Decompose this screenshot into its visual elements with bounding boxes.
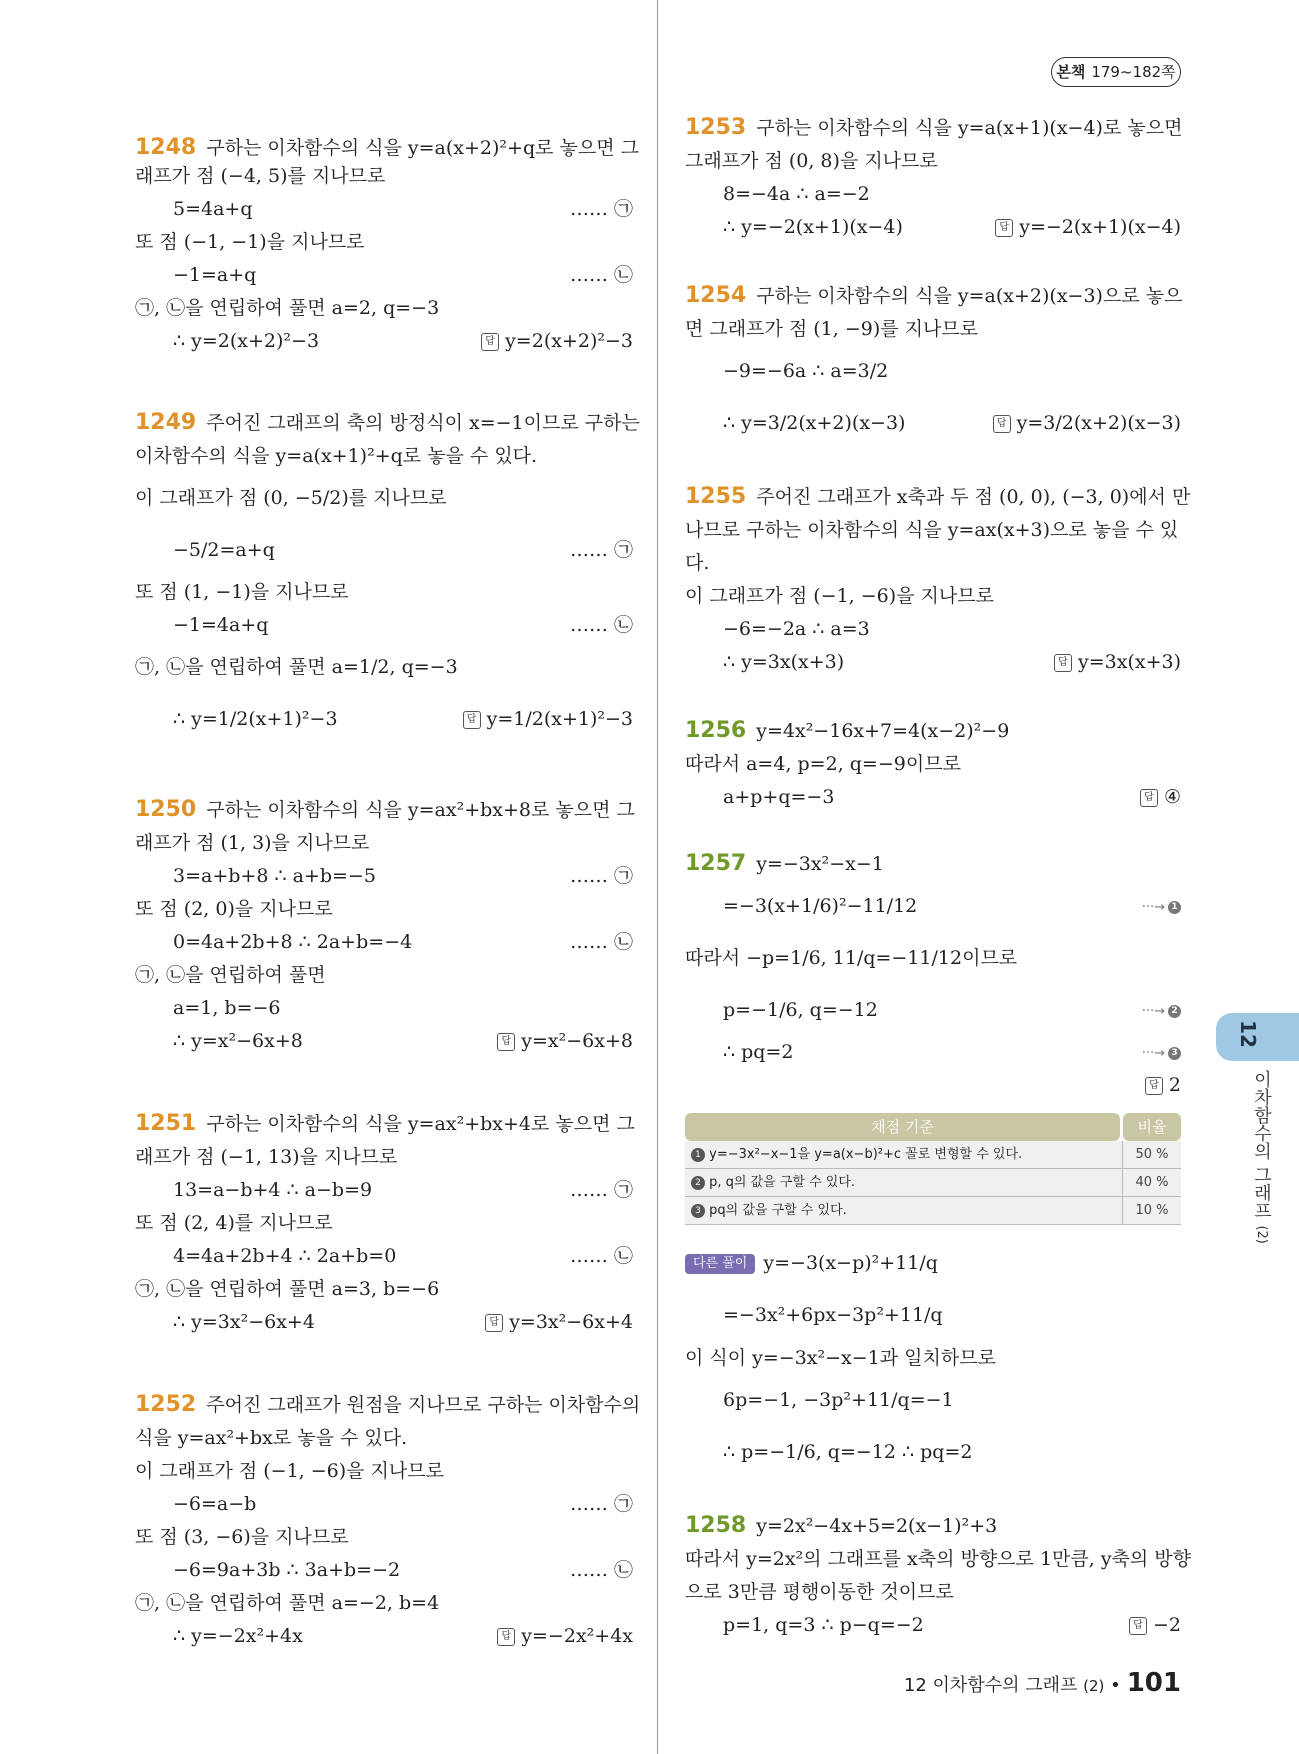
solution-text: 식을 y=ax²+bx로 놓을 수 있다. bbox=[135, 1427, 408, 1449]
solution-line bbox=[135, 1111, 635, 1137]
solution-text: ∴ p=−1/6, q=−12 ∴ pq=2 bbox=[723, 1441, 973, 1463]
solution-line bbox=[173, 537, 275, 563]
solution-line bbox=[173, 1623, 303, 1649]
solution-line bbox=[173, 995, 281, 1021]
solution-text: −6=9a+3b ∴ 3a+b=−2 bbox=[173, 1559, 401, 1581]
solution-text: 또 점 (1, −1)을 지나므로 bbox=[135, 581, 349, 603]
answer-icon: 답 bbox=[497, 1628, 515, 1646]
solution-text: 나므로 구하는 이차함수의 식을 y=ax(x+3)으로 놓을 수 있 bbox=[685, 519, 1179, 541]
solution-text: 따라서 y=2x²의 그래프를 x축의 방향으로 1만큼, y축의 방향 bbox=[685, 1548, 1192, 1570]
solution-line bbox=[723, 893, 917, 919]
solution-line bbox=[173, 706, 338, 732]
solution-line bbox=[173, 612, 268, 638]
solution-text: 0=4a+2b+8 ∴ 2a+b=−4 bbox=[173, 931, 413, 953]
equation-marker: …… ㉡ bbox=[569, 614, 633, 636]
solution-text: ∴ y=x²−6x+8 bbox=[173, 1030, 303, 1052]
solution-line bbox=[135, 1210, 333, 1236]
solution-line bbox=[135, 135, 639, 161]
rubric-row: 2 p, q의 값을 구할 수 있다. 40 % bbox=[685, 1169, 1181, 1197]
equation-marker: …… ㉠ bbox=[569, 865, 633, 887]
solution-line bbox=[135, 1590, 439, 1616]
solution-text: 4=4a+2b+4 ∴ 2a+b=0 bbox=[173, 1245, 397, 1267]
solution-line bbox=[723, 181, 870, 207]
solution-text: ㉠, ㉡을 연립하여 풀면 bbox=[135, 964, 326, 986]
solution-line bbox=[685, 583, 994, 609]
answer-value: −2 bbox=[1152, 1614, 1181, 1636]
solution-text: 구하는 이차함수의 식을 y=a(x+2)²+q로 놓으면 그 bbox=[206, 137, 639, 159]
solution-text: 이 식이 y=−3x²−x−1과 일치하므로 bbox=[685, 1347, 996, 1369]
equation-marker: …… ㉠ bbox=[569, 198, 633, 220]
solution-text: 래프가 점 (1, 3)을 지나므로 bbox=[135, 832, 370, 854]
problem-number: 1255 bbox=[685, 484, 747, 509]
solution-line bbox=[723, 1387, 954, 1413]
solution-text: 또 점 (3, −6)을 지나므로 bbox=[135, 1526, 349, 1548]
solution-line bbox=[135, 1458, 444, 1484]
answer bbox=[1054, 649, 1181, 675]
solution-text: 다. bbox=[685, 552, 710, 574]
equation-marker: …… ㉡ bbox=[569, 931, 633, 953]
solution-text: =−3(x+1/6)²−11/12 bbox=[723, 895, 918, 917]
solution-line bbox=[685, 484, 1190, 510]
solution-line bbox=[135, 295, 439, 321]
equation-marker: …… ㉡ bbox=[569, 1559, 633, 1581]
solution-text: 또 점 (−1, −1)을 지나므로 bbox=[135, 231, 365, 253]
solution-line bbox=[173, 863, 376, 889]
solution-text: ∴ y=−2x²+4x bbox=[173, 1625, 303, 1647]
solution-line bbox=[685, 1579, 954, 1605]
solution-line bbox=[173, 1491, 256, 1517]
answer-value: y=1/2(x+1)²−3 bbox=[486, 708, 633, 730]
solution-line bbox=[685, 1345, 996, 1371]
problem-number: 1253 bbox=[685, 115, 747, 140]
problem-number: 1256 bbox=[685, 718, 747, 743]
problem-number: 1252 bbox=[135, 1392, 197, 1417]
solution-text: 따라서 −p=1/6, 11/q=−11/12이므로 bbox=[685, 947, 1018, 969]
answer bbox=[497, 1028, 633, 1054]
chapter-side-title: 이차함수의 그래프 (2) bbox=[1251, 1070, 1272, 1244]
solution-text: −6=−2a ∴ a=3 bbox=[723, 618, 870, 640]
rubric-header-criteria: 채점 기준 bbox=[685, 1113, 1120, 1141]
solution-line bbox=[685, 550, 709, 576]
answer bbox=[463, 706, 633, 732]
solution-text: 이차함수의 식을 y=a(x+1)²+q로 놓을 수 있다. bbox=[135, 445, 538, 467]
solution-line bbox=[723, 1039, 793, 1065]
solution-text: 6p=−1, −3p²+11/q=−1 bbox=[723, 1389, 954, 1411]
solution-line bbox=[135, 1425, 407, 1451]
solution-line bbox=[135, 443, 537, 469]
solution-text: ∴ pq=2 bbox=[723, 1041, 794, 1063]
answer-value: ④ bbox=[1163, 786, 1181, 808]
solution-text: 이 그래프가 점 (−1, −6)을 지나므로 bbox=[685, 585, 994, 607]
solution-text: 구하는 이차함수의 식을 y=a(x+1)(x−4)로 놓으면 bbox=[756, 117, 1183, 139]
solution-line bbox=[135, 654, 458, 680]
solution-line bbox=[135, 410, 640, 436]
scoring-step-marker: ···→ 2 bbox=[1142, 999, 1181, 1025]
solution-line bbox=[135, 229, 365, 255]
answer-icon: 답 bbox=[497, 1033, 515, 1051]
solution-line bbox=[723, 784, 834, 810]
rubric-header-ratio: 비율 bbox=[1123, 1113, 1181, 1141]
solution-line bbox=[135, 1392, 640, 1418]
solution-line bbox=[135, 830, 369, 856]
solution-text: ㉠, ㉡을 연립하여 풀면 a=−2, b=4 bbox=[135, 1592, 440, 1614]
solution-line bbox=[173, 262, 256, 288]
answer-icon: 답 bbox=[1140, 789, 1158, 807]
solution-line bbox=[685, 1513, 997, 1539]
solution-text: 따라서 a=4, p=2, q=−9이므로 bbox=[685, 753, 961, 775]
solution-text: ㉠, ㉡을 연립하여 풀면 a=2, q=−3 bbox=[135, 297, 440, 319]
solution-text: ∴ y=3x(x+3) bbox=[723, 651, 845, 673]
solution-text: =−3x²+6px−3p²+11/q bbox=[723, 1304, 943, 1326]
solution-line bbox=[135, 1144, 397, 1170]
step-3-icon: 3 bbox=[691, 1204, 705, 1218]
page-number: 101 bbox=[1126, 1668, 1181, 1698]
solution-line bbox=[685, 1250, 938, 1276]
solution-text: ㉠, ㉡을 연립하여 풀면 a=3, b=−6 bbox=[135, 1278, 440, 1300]
solution-line bbox=[135, 1524, 349, 1550]
answer-icon: 답 bbox=[1145, 1077, 1163, 1095]
solution-text: 구하는 이차함수의 식을 y=a(x+2)(x−3)으로 놓으 bbox=[756, 285, 1183, 307]
answer-value: y=−2x²+4x bbox=[521, 1625, 633, 1647]
solution-line bbox=[135, 579, 349, 605]
problem-number: 1251 bbox=[135, 1111, 197, 1136]
step-3-icon: 3 bbox=[1168, 1047, 1181, 1060]
solution-line bbox=[723, 649, 844, 675]
solution-text: 이 그래프가 점 (0, −5/2)를 지나므로 bbox=[135, 487, 447, 509]
answer-value: y=2(x+2)²−3 bbox=[505, 330, 633, 352]
page-range-badge: 본책 179~182쪽 bbox=[1051, 57, 1181, 87]
step-2-icon: 2 bbox=[1168, 1005, 1181, 1018]
solution-text: 래프가 점 (−1, 13)을 지나므로 bbox=[135, 1146, 398, 1168]
solution-text: a=1, b=−6 bbox=[173, 997, 281, 1019]
solution-line bbox=[685, 851, 884, 877]
answer-icon: 답 bbox=[1054, 654, 1072, 672]
answer-icon: 답 bbox=[463, 711, 481, 729]
problem-number: 1248 bbox=[135, 135, 197, 160]
solution-line bbox=[173, 929, 412, 955]
solution-text: 주어진 그래프가 원점을 지나므로 구하는 이차함수의 bbox=[206, 1394, 641, 1416]
solution-line bbox=[685, 1546, 1191, 1572]
solution-text: −9=−6a ∴ a=3/2 bbox=[723, 360, 889, 382]
answer-icon: 답 bbox=[485, 1314, 503, 1332]
step-1-icon: 1 bbox=[1168, 901, 1181, 914]
answer bbox=[1129, 1612, 1181, 1638]
solution-line bbox=[723, 1302, 943, 1328]
answer-value: 2 bbox=[1168, 1074, 1181, 1096]
solution-text: 3=a+b+8 ∴ a+b=−5 bbox=[173, 865, 376, 887]
solution-line bbox=[723, 1439, 972, 1465]
problem-number: 1254 bbox=[685, 283, 747, 308]
solution-text: ∴ y=−2(x+1)(x−4) bbox=[723, 216, 903, 238]
solution-text: 그래프가 점 (0, 8)을 지나므로 bbox=[685, 150, 938, 172]
solution-text: −1=4a+q bbox=[173, 614, 269, 636]
solution-line bbox=[685, 945, 1017, 971]
chapter-tab: 12 bbox=[1216, 1013, 1299, 1061]
solution-text: 으로 3만큼 평행이동한 것이므로 bbox=[685, 1581, 954, 1603]
solution-text: y=−3x²−x−1 bbox=[756, 853, 884, 875]
answer bbox=[497, 1623, 633, 1649]
answer bbox=[1140, 784, 1181, 810]
answer bbox=[1145, 1072, 1181, 1098]
solution-text: y=2x²−4x+5=2(x−1)²+3 bbox=[756, 1515, 998, 1537]
solution-text: y=−3(x−p)²+11/q bbox=[763, 1252, 938, 1274]
solution-text: ㉠, ㉡을 연립하여 풀면 a=1/2, q=−3 bbox=[135, 656, 458, 678]
step-1-icon: 1 bbox=[691, 1148, 705, 1162]
solution-text: ∴ y=3/2(x+2)(x−3) bbox=[723, 412, 906, 434]
equation-marker: …… ㉠ bbox=[569, 1493, 633, 1515]
answer-value: y=3x(x+3) bbox=[1077, 651, 1181, 673]
solution-line bbox=[135, 896, 333, 922]
solution-text: −5/2=a+q bbox=[173, 539, 275, 561]
solution-line bbox=[173, 1028, 303, 1054]
solution-line bbox=[723, 358, 888, 384]
problem-number: 1258 bbox=[685, 1513, 747, 1538]
solution-line bbox=[173, 1177, 372, 1203]
equation-marker: …… ㉠ bbox=[569, 1179, 633, 1201]
solution-text: 구하는 이차함수의 식을 y=ax²+bx+8로 놓으면 그 bbox=[206, 799, 635, 821]
solution-line bbox=[173, 328, 319, 354]
answer-icon: 답 bbox=[993, 415, 1011, 433]
solution-line bbox=[723, 997, 878, 1023]
solution-text: 또 점 (2, 4)를 지나므로 bbox=[135, 1212, 333, 1234]
solution-text: 13=a−b+4 ∴ a−b=9 bbox=[173, 1179, 373, 1201]
answer bbox=[995, 214, 1181, 240]
solution-line bbox=[135, 962, 326, 988]
solution-line bbox=[685, 148, 938, 174]
equation-marker: …… ㉡ bbox=[569, 264, 633, 286]
solution-text: −6=a−b bbox=[173, 1493, 257, 1515]
equation-marker: …… ㉠ bbox=[569, 539, 633, 561]
solution-text: y=4x²−16x+7=4(x−2)²−9 bbox=[756, 720, 1010, 742]
solution-text: 면 그래프가 점 (1, −9)를 지나므로 bbox=[685, 318, 979, 340]
solution-line bbox=[723, 214, 903, 240]
column-divider bbox=[657, 0, 658, 1754]
step-2-icon: 2 bbox=[691, 1176, 705, 1190]
solution-text: ∴ y=2(x+2)²−3 bbox=[173, 330, 320, 352]
grading-rubric-table bbox=[685, 1113, 1181, 1225]
answer-value: y=3/2(x+2)(x−3) bbox=[1016, 412, 1181, 434]
solution-line bbox=[173, 1309, 315, 1335]
answer-value: y=−2(x+1)(x−4) bbox=[1019, 216, 1181, 238]
answer-icon: 답 bbox=[995, 219, 1013, 237]
rubric-row: 1 y=−3x²−x−1을 y=a(x−b)²+c 꼴로 변형할 수 있다. 50 % bbox=[685, 1141, 1181, 1169]
equation-marker: …… ㉡ bbox=[569, 1245, 633, 1267]
solution-line bbox=[135, 485, 447, 511]
solution-line bbox=[135, 797, 635, 823]
solution-text: p=−1/6, q=−12 bbox=[723, 999, 878, 1021]
solution-text: 5=4a+q bbox=[173, 198, 253, 220]
solution-text: 구하는 이차함수의 식을 y=ax²+bx+4로 놓으면 그 bbox=[206, 1113, 635, 1135]
solution-line bbox=[685, 718, 1009, 744]
solution-text: 래프가 점 (−4, 5)를 지나므로 bbox=[135, 165, 386, 187]
answer-value: y=3x²−6x+4 bbox=[509, 1311, 633, 1333]
answer-icon: 답 bbox=[1129, 1617, 1147, 1635]
solution-text: 또 점 (2, 0)을 지나므로 bbox=[135, 898, 333, 920]
answer bbox=[993, 410, 1181, 436]
solution-text: ∴ y=1/2(x+1)²−3 bbox=[173, 708, 338, 730]
solution-text: 이 그래프가 점 (−1, −6)을 지나므로 bbox=[135, 1460, 444, 1482]
answer-icon: 답 bbox=[481, 333, 499, 351]
solution-text: 주어진 그래프의 축의 방정식이 x=−1이므로 구하는 bbox=[206, 412, 640, 434]
solution-line bbox=[173, 1557, 400, 1583]
solution-text: 8=−4a ∴ a=−2 bbox=[723, 183, 870, 205]
solution-line bbox=[685, 283, 1182, 309]
rubric-row: 3 pq의 값을 구할 수 있다. 10 % bbox=[685, 1197, 1181, 1225]
solution-line bbox=[135, 163, 385, 189]
solution-line bbox=[723, 616, 870, 642]
scoring-step-marker: ···→ 1 bbox=[1142, 895, 1181, 921]
solution-line bbox=[173, 196, 253, 222]
solution-text: −1=a+q bbox=[173, 264, 257, 286]
solution-text: ∴ y=3x²−6x+4 bbox=[173, 1311, 315, 1333]
solution-line bbox=[685, 115, 1182, 141]
problem-number: 1249 bbox=[135, 410, 197, 435]
solution-line bbox=[723, 410, 905, 436]
solution-line bbox=[685, 751, 961, 777]
solution-line bbox=[685, 517, 1178, 543]
alternate-solution-badge: 다른 풀이 bbox=[685, 1254, 755, 1274]
answer bbox=[485, 1309, 633, 1335]
answer bbox=[481, 328, 633, 354]
page-footer: 12 이차함수의 그래프 (2) • 101 bbox=[903, 1668, 1181, 1698]
solution-line bbox=[685, 316, 978, 342]
solution-text: 주어진 그래프가 x축과 두 점 (0, 0), (−3, 0)에서 만 bbox=[756, 486, 1191, 508]
problem-number: 1257 bbox=[685, 851, 747, 876]
scoring-step-marker: ···→ 3 bbox=[1142, 1041, 1181, 1067]
solution-line bbox=[135, 1276, 439, 1302]
solution-line bbox=[173, 1243, 396, 1269]
solution-text: p=1, q=3 ∴ p−q=−2 bbox=[723, 1614, 924, 1636]
solution-text: a+p+q=−3 bbox=[723, 786, 835, 808]
solution-line bbox=[723, 1612, 924, 1638]
answer-value: y=x²−6x+8 bbox=[521, 1030, 633, 1052]
problem-number: 1250 bbox=[135, 797, 197, 822]
